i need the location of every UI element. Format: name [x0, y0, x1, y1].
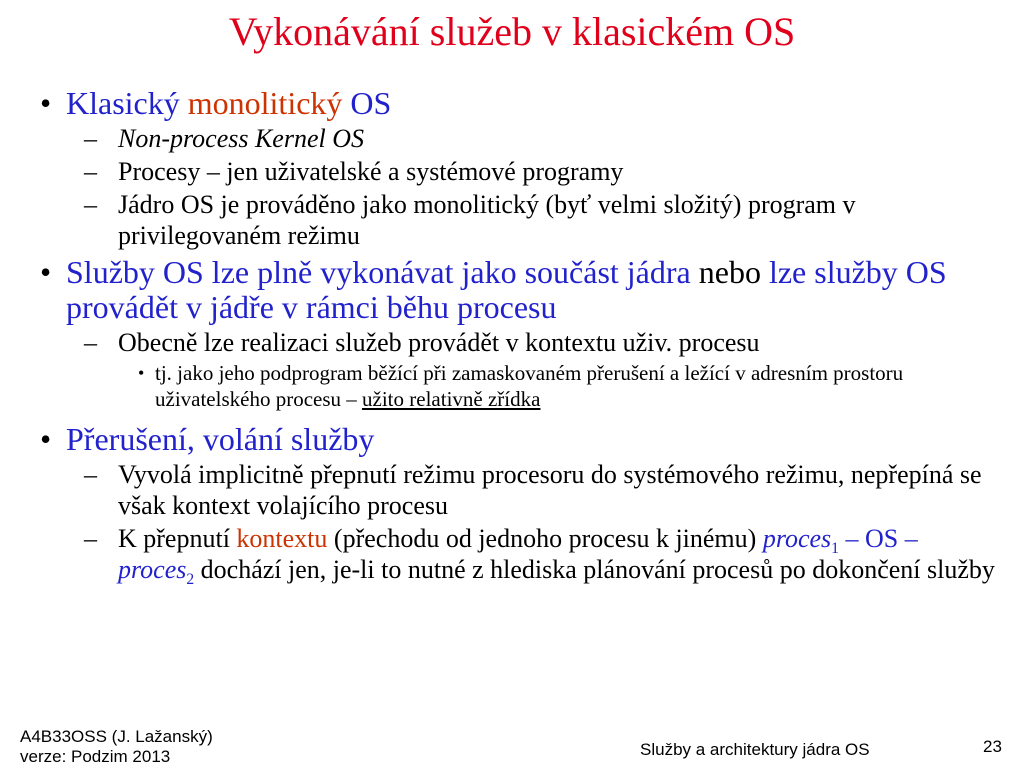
slide-body — [40, 82, 1000, 588]
sub-nonprocess-kernel: – Non-process Kernel OS — [84, 124, 365, 153]
sub-kernel-monolithic: – Jádro OS je prováděno jako monolitický (byť velmi složitý) program v privilegovaném režimu — [84, 190, 856, 250]
bullet-icon: • — [40, 254, 52, 290]
bullet-classic-os: • Klasický monolitický OS — [40, 85, 392, 121]
sub-mode-switch: – Vyvolá implicitně přepnutí režimu procesoru do systémového režimu, nepřepíná se však kontext volajícího procesu — [84, 460, 982, 520]
footer-version: verze: Podzim 2013 — [20, 747, 171, 766]
sub-user-context: – Obecně lze realizaci služeb provádět v kontextu uživ. procesu — [84, 328, 760, 357]
dash-icon: – — [84, 524, 97, 553]
dash-icon: – — [84, 157, 97, 186]
bullet-os-services: • Služby OS lze plně vykonávat jako součást jádra nebo lze služby OS provádět v jádře v rámci běhu procesu — [40, 254, 947, 325]
dash-icon: – — [84, 328, 97, 357]
bullet-icon: • — [40, 421, 52, 457]
dash-icon: – — [84, 460, 97, 489]
sub-processes: – Procesy – jen uživatelské a systémové programy — [84, 157, 624, 186]
sub-context-switch: – K přepnutí kontextu (přechodu od jednoho procesu k jinému) proces$_1$ – OS – proces$_2$ dochází jen, je-li to nutné z hlediska plánování procesů po dokončení služby — [84, 524, 995, 588]
page-number: 23 — [983, 737, 1002, 756]
bullet-icon: • — [40, 85, 52, 121]
bullet-icon: • — [138, 363, 145, 383]
subsub-subroutine: • tj. jako jeho podprogram běžící při zamaskovaném přerušení a ležící v adresním prostoru uživatelského procesu – užito relativně zřídka — [138, 361, 904, 411]
dash-icon: – — [84, 124, 97, 153]
footer-topic: Služby a architektury jádra OS — [640, 740, 870, 759]
slide-title: Vykonávání služeb v klasickém OS — [228, 9, 796, 54]
bullet-interrupts: • Přerušení, volání služby — [40, 421, 375, 457]
footer-course-info — [20, 727, 213, 767]
footer-course: A4B33OSS (J. Lažanský) — [20, 727, 213, 746]
dash-icon: – — [84, 190, 97, 219]
